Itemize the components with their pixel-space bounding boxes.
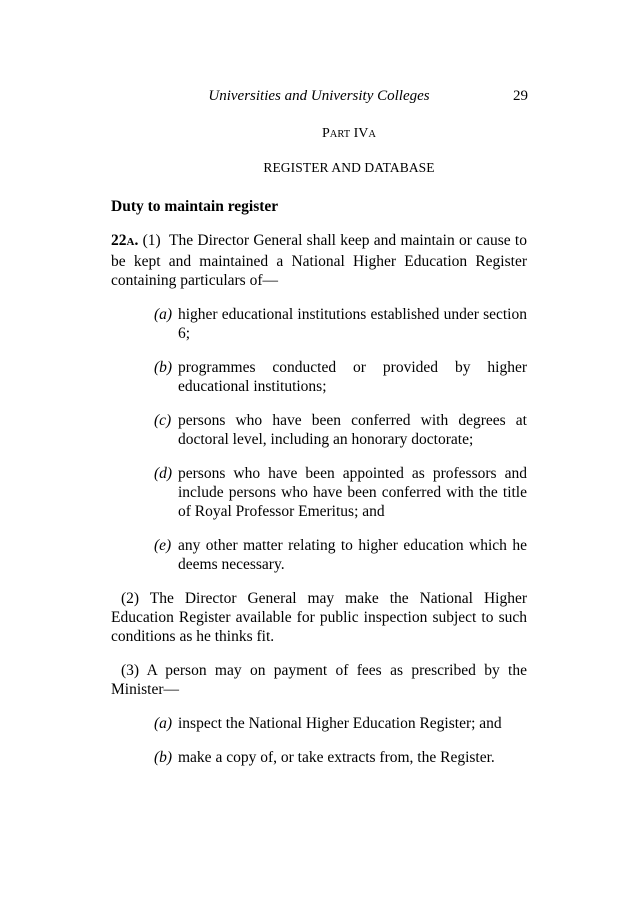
paragraph-2: (2) The Director General may make the National Higher Education Register available for public inspection subject to such conditions as he thinks fit. (111, 590, 527, 645)
item-label: (c) (154, 412, 172, 429)
list-item (111, 305, 527, 343)
section-number-digits: 22 (111, 232, 127, 249)
item-text: programmes conducted or provided by higher educational institutions; (178, 359, 527, 395)
item-label: (b) (154, 749, 173, 766)
paragraph-1 (111, 231, 527, 290)
part-label (0, 126, 638, 142)
paragraph-3: (3) A person may on payment of fees as prescribed by the Minister— (111, 662, 527, 698)
item-text: inspect the National Higher Education Register; and (178, 715, 502, 732)
page-number: 29 (513, 88, 528, 104)
section-number-dot: . (134, 232, 139, 249)
part-prefix-rest: ART (329, 129, 351, 140)
list-item (111, 358, 527, 396)
part-number: IV (353, 126, 369, 141)
item-text: persons who have been conferred with degrees at doctoral level, including an honorary doctorate; (178, 412, 527, 448)
item-text: any other matter relating to higher education which he deems necessary. (178, 537, 527, 573)
section-number (111, 232, 138, 249)
item-label: (b) (154, 359, 173, 376)
item-text: higher educational institutions established under section 6; (178, 306, 527, 342)
item-label: (d) (154, 465, 173, 482)
part-prefix-initial: P (321, 126, 330, 141)
section-number-letter: A (126, 236, 135, 248)
list-item (111, 536, 527, 574)
list-item (111, 714, 527, 733)
list-item (111, 464, 527, 521)
subsection-1-label: (1) (142, 232, 161, 249)
section-heading: Duty to maintain register (111, 198, 279, 215)
running-title: Universities and University Colleges (208, 88, 430, 104)
item-text: persons who have been appointed as professors and include persons who have been conferred with the title of Royal Professor Emeritus; and (178, 465, 527, 520)
list-item (111, 411, 527, 449)
item-text: make a copy of, or take extracts from, the Register. (178, 749, 495, 766)
item-label: (a) (154, 715, 173, 732)
list-item (111, 748, 527, 767)
item-label: (e) (154, 537, 172, 554)
subsection-1-text: The Director General shall keep and maintain or cause to be kept and maintained a National Higher Education Register containing particulars of— (111, 232, 527, 289)
item-label: (a) (154, 306, 173, 323)
section-title: REGISTER AND DATABASE (263, 160, 435, 175)
part-number-suffix: A (368, 129, 377, 140)
document-body (111, 197, 527, 782)
